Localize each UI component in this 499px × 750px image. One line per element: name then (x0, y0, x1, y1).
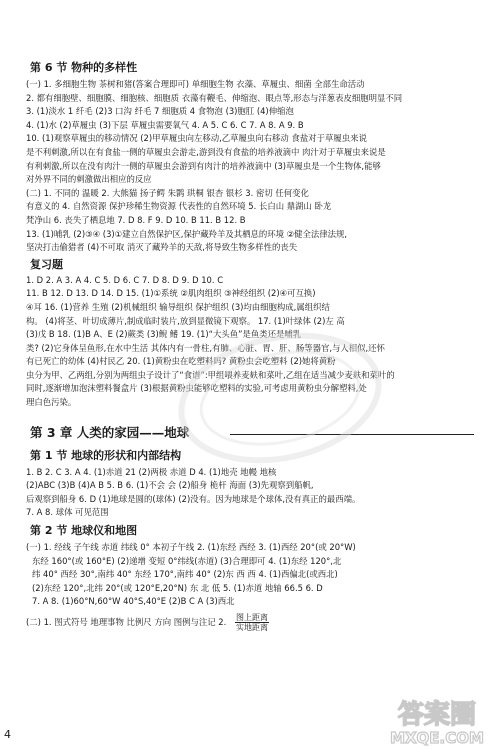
answer-line: 1. D 2. A 3. A 4. C 5. D 6. C 7. D 8. D 9. D 10. C (26, 274, 224, 285)
page-number: 4 (4, 728, 11, 741)
answer-line: 有意义的 4. 自然资源 保护珍稀生物资源 代表性的自然环境 5. 长白山 鼎湖山 卧龙 (26, 201, 332, 212)
section-2-title: 第 2 节 地球仪和地图 (30, 524, 138, 538)
section-1-body (26, 466, 478, 520)
chapter-3-title: 第 3 章 人类的家园——地球 (30, 424, 190, 440)
answer-line: (一) 1. 多细胞生物 茶树和猪(答案合理即可) 单细胞生物 衣藻、草履虫、细菌 全部生命活动 (26, 79, 365, 89)
page-content (26, 60, 478, 632)
chapter-3-heading (30, 424, 478, 442)
answer-line-with-fraction (26, 613, 478, 632)
fraction-denominator: 实地距离 (235, 623, 268, 632)
answer-line: 2. 都有细胞壁、细胞膜、细胞核、细胞质 衣藻有鞭毛、伸缩泡、眼点等,形态与洋葱表皮细胞明显不同 (26, 92, 403, 103)
answer-line: 对外界不同的刺激做出相应的反应 (26, 174, 152, 185)
answer-line: 理白色污染。 (26, 397, 77, 408)
site-logo-watermark (382, 693, 492, 747)
answer-line: 东经 160°(或 160°E) (2)递增 变短 0°纬线(赤道) (3)合理即可 4. (1)东经 120°,北 (32, 555, 342, 566)
answer-line: 类? (2)它身体呈鱼形,在水中生活 其体内有一骨柱,有肺、心脏、胃、肝、肠等器官,与人相似,还怀 (26, 342, 385, 353)
answer-line: 13. (1)哺乳 (2)③④ (3)①建立自然保护区,保护藏羚羊及其栖息的环境 ②健全法律法规, (26, 228, 348, 239)
section-6-body (26, 78, 478, 255)
answer-line: 11. B 12. D 13. D 14. D 15. (1)①系统 ②肌肉组织 ③神经组织 (2)④可互换) (26, 288, 316, 299)
logo-text-icon: 答案圈 (397, 700, 477, 730)
answer-line: (2)东经 120°,北纬 20°(或 120°E,20°N) 东 北 低 5. (1)赤道 地轴 66.5 6. D (32, 582, 323, 593)
answer-line: 纬 40° 西经 30°,南纬 40° 东经 170°,南纬 40° (2)东 西 西 4. (1)西偏北(或西北) (32, 569, 338, 580)
section-6-title: 第 6 节 物种的多样性 (30, 61, 138, 74)
answer-line: (二) 1. 不同的 温暖 2. 大熊猫 扬子鳄 朱鹮 珙桐 银杏 银杉 3. 密切 任何变化 (26, 187, 309, 198)
answer-line: 4. (1)水 (2)草履虫 (3)下层 草履虫需要氧气 4. A 5. C 6. C 7. A 8. A 9. B (26, 119, 304, 130)
answer-line: 7. A 8. (1)60°N,60°W 40°S,40°E (2)B C A (3)西北 (32, 596, 235, 607)
answer-line: (3)戊 B 18. (1)B A、E (2)蕨类 (3)鲵 鳍 19. (1)“大头鱼”是鱼类还是哺乳 (26, 329, 302, 340)
logo-url-icon: MXQE.COM (390, 729, 484, 747)
answer-text: (二) 1. 图式符号 地理事物 比例尺 方向 图例与注记 2. (26, 617, 227, 627)
answer-line: 同时,逐渐增加泡沫塑料餐盒片 (3)根据黄粉虫能够吃塑料的实验,可考虑用黄粉虫分解塑料,处 (26, 383, 367, 394)
answer-line: 1. B 2. C 3. A 4. (1)赤道 21 (2)两极 赤道 D 4. (1)地壳 地幔 地核 (26, 466, 277, 477)
answer-line: 后观察到船身 6. D (1)地球是圆的(球体) (2)没有。因为地球是个球体,没有真正的最西端。 (26, 493, 361, 504)
answer-line: (2)ABC (3)B (4)A B 5. B 6. (1)不会 会 (2)船身 桅杆 海面 (3)先观察到船帆, (26, 480, 314, 491)
answer-line: 是不利刺激,所以在有食盐一侧的草履虫会游走,游到没有食盐的培养液滴中 肉汁对于草履虫来说是 (26, 146, 386, 157)
review-body (26, 274, 478, 410)
answer-line: 有利刺激,所以在没有肉汁一侧的草履虫会游到有肉汁的培养液滴中 (3)草履虫是一个生物体,能够 (26, 160, 381, 171)
answer-line: 有已死亡的幼体 (4)村民乙 20. (1)黄粉虫在吃塑料吗? 黄粉虫会吃塑料 (2)她将黄粉 (26, 356, 336, 367)
answer-line: 虫分为甲、乙两组,分别为两组虫子设计了“食谱”:甲组喂养麦麸和菜叶,乙组在适当减少麦麸和菜叶的 (26, 369, 395, 380)
scale-fraction (235, 613, 269, 632)
section-1-title: 第 1 节 地球的形状和内部结构 (30, 448, 182, 462)
chapter-rule (230, 434, 474, 435)
answer-line: 3. (1)淡水 1 纤毛 (2)3 口沟 纤毛 7 细胞质 4 食物泡 (3)胞肛 (4)伸缩泡 (26, 106, 294, 117)
answer-line: (一) 1. 经线 子午线 赤道 纬线 0° 本初子午线 2. (1)东经 西经 3. (1)西经 20°(或 20°W) (26, 542, 356, 553)
answer-line: 10. (1)观察草履虫的移动情况 (2)甲草履虫向左移动,乙草履虫向右移动 食盐对于草履虫来说 (26, 133, 367, 144)
answer-line: 构。 (4)将茎、叶切成薄片,制成临时装片,放到显微镜下观察。 17. (1)叶绿体 (2)左 高 (26, 315, 345, 326)
answer-line: 梵净山 6. 丧失了栖息地 7. D 8. F 9. D 10. B 11. B 12. B (26, 214, 246, 225)
review-title: 复习题 (30, 257, 63, 271)
answer-line: 坚决打击偷猎者 (4)不可取 消灭了藏羚羊的天敌,将导致生物多样性的丧失 (26, 242, 298, 253)
fraction-numerator: 图上距离 (235, 613, 268, 622)
answer-line: ④耳 16. (1)营养 生殖 (2)机械组织 输导组织 保护组织 (3)均由细胞构成,属组织结 (26, 301, 330, 312)
section-2-body (26, 541, 478, 632)
answer-line: 7. A 8. 球体 可见范围 (26, 507, 109, 518)
